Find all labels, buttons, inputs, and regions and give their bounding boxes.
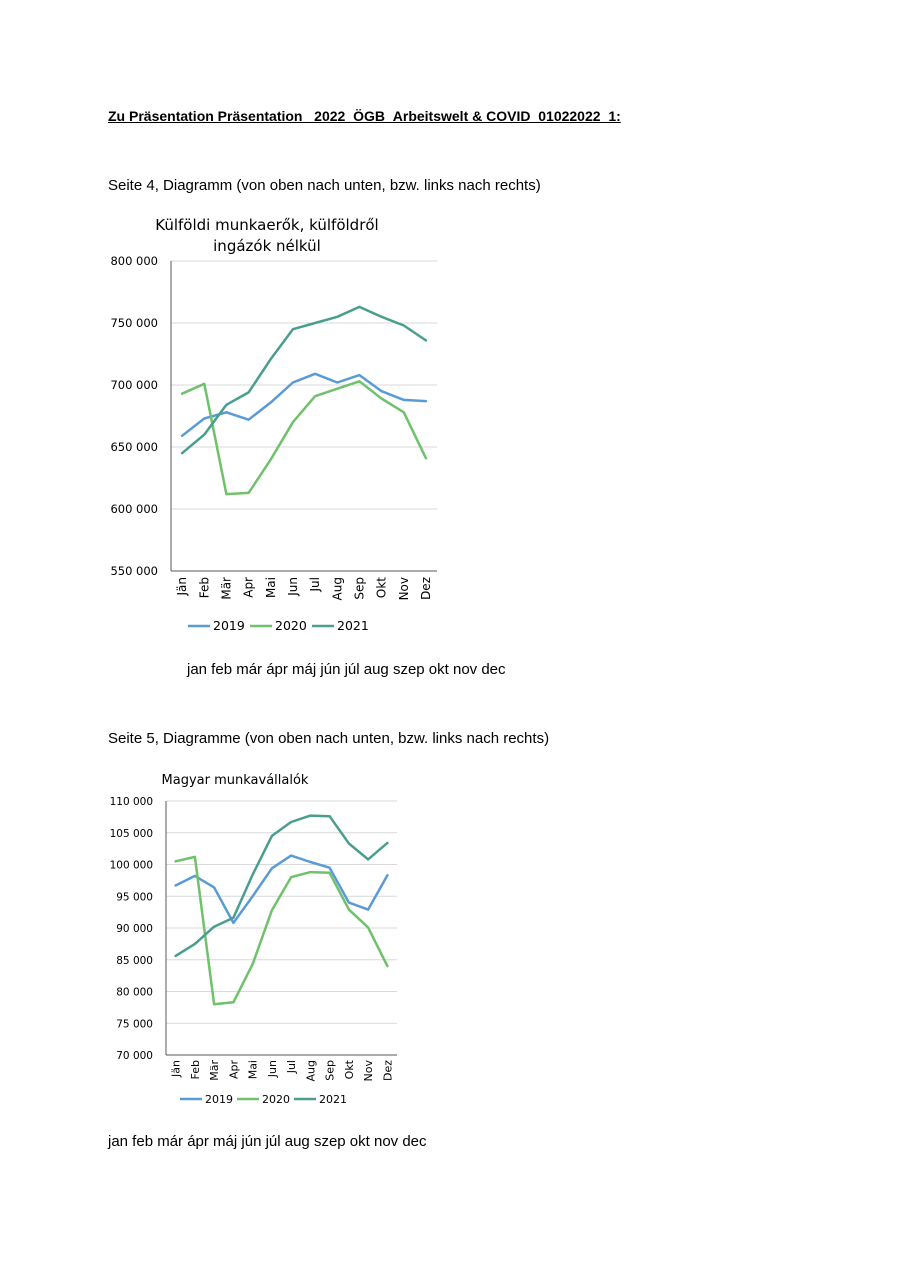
series-line-2021	[182, 307, 426, 453]
y-tick-label: 105 000	[109, 827, 153, 840]
x-tick-label: Dez	[381, 1060, 395, 1082]
x-tick-label: Dez	[418, 577, 433, 600]
x-tick-label: Nov	[396, 577, 411, 601]
x-tick-label: Jul	[308, 577, 323, 592]
series-line-2020	[176, 857, 388, 1004]
y-tick-label: 700 000	[110, 378, 158, 392]
series-line-2021	[176, 816, 388, 956]
legend-label-2020: 2020	[275, 618, 307, 633]
y-tick-label: 600 000	[110, 502, 158, 516]
y-tick-label: 85 000	[116, 954, 153, 967]
legend-label-2019: 2019	[213, 618, 245, 633]
legend-label-2020: 2020	[262, 1093, 290, 1106]
document-heading: Zu Präsentation Präsentation_ 2022_ÖGB_Arbeitswelt & COVID_01022022_1:	[108, 108, 621, 124]
x-tick-label: Sep	[323, 1060, 337, 1081]
y-tick-label: 80 000	[116, 986, 153, 999]
x-tick-label: Mär	[219, 577, 234, 600]
x-tick-label: Apr	[227, 1060, 241, 1080]
y-tick-label: 800 000	[110, 254, 158, 268]
legend-label-2021: 2021	[337, 618, 369, 633]
x-tick-label: Apr	[241, 577, 256, 598]
y-tick-label: 75 000	[116, 1018, 153, 1031]
chart-foreign-workers	[100, 210, 460, 640]
hungarian-month-row-1: jan feb már ápr máj jún júl aug szep okt nov dec	[187, 661, 506, 678]
x-tick-label: Mär	[208, 1060, 222, 1081]
y-tick-label: 110 000	[109, 796, 153, 808]
section-caption-page5: Seite 5, Diagramme (von oben nach unten, bzw. links nach rechts)	[108, 730, 550, 747]
x-tick-label: Feb	[197, 577, 212, 599]
x-tick-label: Okt	[342, 1060, 356, 1080]
x-tick-label: Mai	[263, 577, 278, 599]
section-caption-page4: Seite 4, Diagramm (von oben nach unten, bzw. links nach rechts)	[108, 177, 541, 194]
y-tick-label: 95 000	[116, 891, 153, 904]
x-tick-label: Aug	[304, 1060, 318, 1082]
y-tick-label: 750 000	[110, 316, 158, 330]
x-tick-label: Mai	[246, 1060, 260, 1080]
x-tick-label: Feb	[188, 1060, 202, 1080]
chart-title-line: ingázók nélkül	[213, 237, 321, 255]
x-tick-label: Jän	[175, 577, 190, 596]
y-tick-label: 650 000	[110, 440, 158, 454]
series-line-2020	[182, 381, 426, 494]
legend-label-2021: 2021	[319, 1093, 347, 1106]
chart-hungarian-employees	[100, 765, 420, 1115]
y-tick-label: 100 000	[109, 859, 153, 872]
hungarian-month-row-2: jan feb már ápr máj jún júl aug szep okt nov dec	[108, 1133, 427, 1150]
x-tick-label: Jul	[285, 1060, 299, 1074]
legend-label-2019: 2019	[205, 1093, 233, 1106]
x-tick-label: Jun	[285, 577, 300, 596]
x-tick-label: Jän	[169, 1060, 183, 1077]
y-tick-label: 90 000	[116, 923, 153, 935]
x-tick-label: Okt	[374, 577, 389, 599]
x-tick-label: Jun	[265, 1060, 279, 1078]
series-line-2019	[176, 856, 388, 923]
chart-title-line: Külföldi munkaerők, külföldről	[155, 216, 379, 234]
y-tick-label: 550 000	[110, 564, 158, 578]
chart-title-line: Magyar munkavállalók	[161, 773, 309, 788]
x-tick-label: Aug	[330, 577, 345, 601]
x-tick-label: Sep	[352, 577, 367, 600]
x-tick-label: Nov	[362, 1060, 376, 1082]
y-tick-label: 70 000	[116, 1050, 153, 1062]
